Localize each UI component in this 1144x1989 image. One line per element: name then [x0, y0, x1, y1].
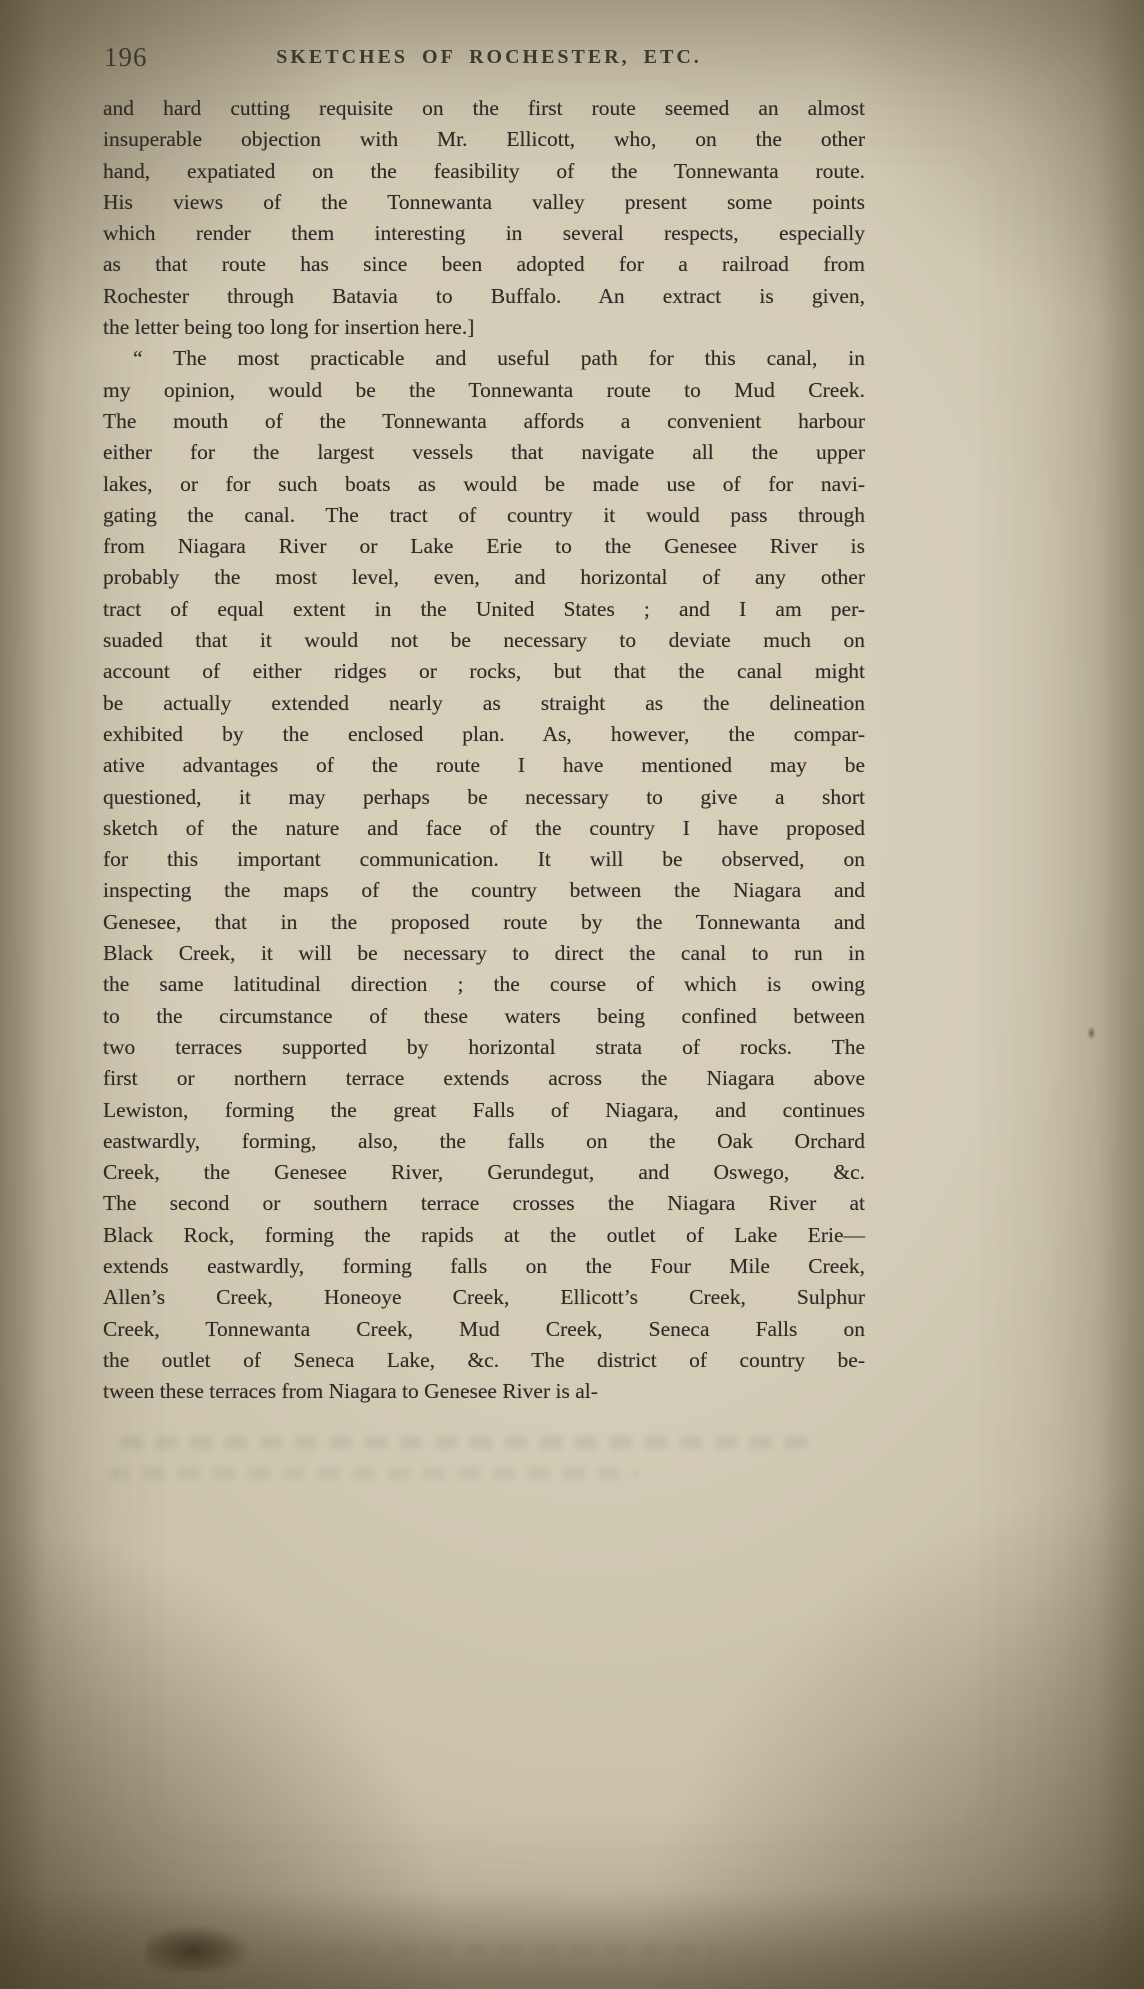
- text-line: my opinion, would be the Tonnewanta route to Mud Creek.: [103, 377, 865, 402]
- text-line: exhibited by the enclosed plan. As, however, the compar-: [103, 721, 865, 746]
- show-through-smudge: [120, 1436, 808, 1449]
- text-line: probably the most level, even, and horizontal of any other: [103, 565, 865, 590]
- text-line: Rochester through Batavia to Buffalo. An extract is given,: [103, 283, 865, 308]
- text-line: insuperable objection with Mr. Ellicott, who, on the other: [103, 127, 865, 152]
- text-line: “ The most practicable and useful path for this canal, in: [133, 346, 865, 371]
- page-speck: [1087, 1026, 1096, 1040]
- page-header: [0, 40, 1144, 80]
- text-line: either for the largest vessels that navigate all the upper: [103, 440, 865, 465]
- page-number: 196: [104, 42, 148, 72]
- text-line: Black Rock, forming the rapids at the outlet of Lake Erie—: [103, 1222, 865, 1247]
- text-line: first or northern terrace extends across the Niagara above: [103, 1066, 865, 1091]
- text-line: tract of equal extent in the United States ; and I am per-: [103, 596, 865, 621]
- text-line: Black Creek, it will be necessary to direct the canal to run in: [103, 941, 865, 966]
- text-line: two terraces supported by horizontal strata of rocks. The: [103, 1034, 865, 1059]
- text-line: to the circumstance of these waters being confined between: [103, 1003, 865, 1028]
- running-header: SKETCHES OF ROCHESTER, ETC.: [276, 46, 702, 68]
- text-line: The second or southern terrace crosses the Niagara River at: [103, 1191, 865, 1216]
- text-line: sketch of the nature and face of the country I have proposed: [103, 815, 865, 840]
- text-line: which render them interesting in several respects, especially: [103, 221, 865, 246]
- text-line: from Niagara River or Lake Erie to the Genesee River is: [103, 534, 865, 559]
- text-line: tween these terraces from Niagara to Genesee River is al-: [103, 1379, 598, 1404]
- text-line: Creek, Tonnewanta Creek, Mud Creek, Seneca Falls on: [103, 1316, 865, 1341]
- text-line: as that route has since been adopted for a railroad from: [103, 252, 865, 277]
- text-line: questioned, it may perhaps be necessary to give a short: [103, 784, 865, 809]
- text-line: Creek, the Genesee River, Gerundegut, and Oswego, &c.: [103, 1160, 865, 1185]
- text-line: extends eastwardly, forming falls on the Four Mile Creek,: [103, 1253, 865, 1278]
- text-line: the same latitudinal direction ; the course of which is owing: [103, 972, 865, 997]
- show-through-smudge: [108, 1467, 638, 1480]
- text-line: eastwardly, forming, also, the falls on the Oak Orchard: [103, 1128, 865, 1153]
- text-line: Genesee, that in the proposed route by the Tonnewanta and: [103, 909, 865, 934]
- text-line: and hard cutting requisite on the first route seemed an almost: [103, 96, 865, 120]
- text-line: account of either ridges or rocks, but that the canal might: [103, 659, 865, 684]
- text-line: inspecting the maps of the country between the Niagara and: [103, 878, 865, 903]
- show-through-smudge: [290, 1944, 720, 1957]
- paragraph: [103, 343, 865, 1407]
- text-line: Lewiston, forming the great Falls of Niagara, and continues: [103, 1097, 865, 1122]
- text-line: lakes, or for such boats as would be made use of for navi-: [103, 471, 865, 496]
- paragraph: [103, 93, 865, 343]
- text-line: Allen’s Creek, Honeoye Creek, Ellicott’s Creek, Sulphur: [103, 1285, 865, 1310]
- ink-blot: [146, 1926, 250, 1972]
- text-line: for this important communication. It will be observed, on: [103, 847, 865, 872]
- text-line: The mouth of the Tonnewanta affords a convenient harbour: [103, 408, 865, 433]
- text-line: hand, expatiated on the feasibility of the Tonnewanta route.: [103, 158, 865, 183]
- text-line: the letter being too long for insertion here.]: [103, 315, 475, 340]
- text-line: His views of the Tonnewanta valley present some points: [103, 189, 865, 214]
- text-line: suaded that it would not be necessary to deviate much on: [103, 628, 865, 653]
- text-line: gating the canal. The tract of country it would pass through: [103, 502, 865, 527]
- text-line: ative advantages of the route I have mentioned may be: [103, 753, 865, 778]
- text-line: be actually extended nearly as straight as the delineation: [103, 690, 865, 715]
- text-block: [103, 93, 865, 1407]
- text-line: the outlet of Seneca Lake, &c. The district of country be-: [103, 1347, 865, 1372]
